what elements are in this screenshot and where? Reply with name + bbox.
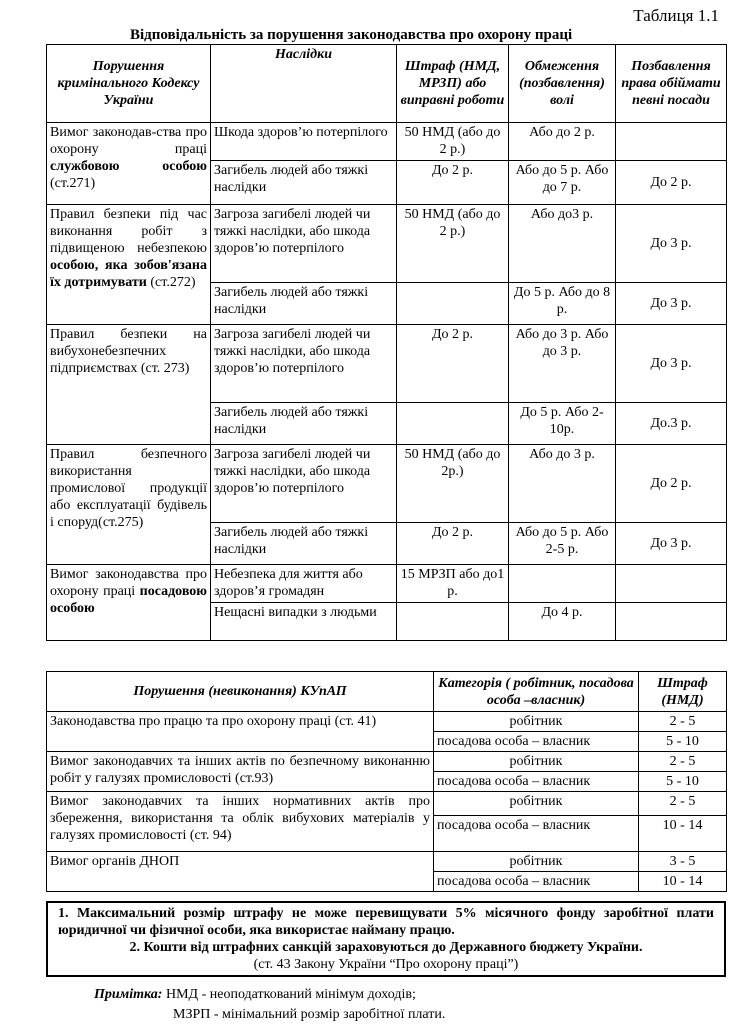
restriction-cell: Або до 5 р. Або 2-5 р.: [509, 523, 616, 565]
fine-cell: 50 НМД (або до 2 р.): [397, 123, 509, 161]
violation-cell: Вимог законодавчих та інших актів по безпечному виконанню робіт у галузях промисловості (ст.93): [47, 752, 434, 792]
table-row: [47, 325, 727, 403]
consequence-cell: Загроза загибелі людей чи тяжкі наслідки, або шкода здоров’ю потерпілого: [211, 325, 397, 403]
restriction-cell: До 5 р. Або до 8 р.: [509, 283, 616, 325]
fine-cell: 15 МРЗП або до1 р.: [397, 565, 509, 603]
table-row: [47, 445, 727, 523]
fine-cell: 5 - 10: [639, 772, 727, 792]
category-cell: посадова особа – власник: [434, 816, 639, 852]
header-cell: Позбавлення права обіймати певні посади: [616, 45, 727, 123]
header-cell: Обмеження (позбавлення) волі: [509, 45, 616, 123]
fine-cell: 3 - 5: [639, 852, 727, 872]
table-row: [47, 565, 727, 603]
table-row: [47, 205, 727, 283]
footnote-text: МЗРП - мінімальний розмір заробітної плати.: [173, 1007, 446, 1022]
violation-cell: Законодавства про працю та про охорону праці (ст. 41): [47, 712, 434, 752]
ban-cell: До.3 р.: [616, 403, 727, 445]
ban-cell: До 2 р.: [616, 161, 727, 205]
header-cell: Категорія ( робітник, посадова особа –власник): [434, 672, 639, 712]
fine-cell: 2 - 5: [639, 752, 727, 772]
note-paragraph: 1. Максимальний розмір штрафу не може перевищувати 5% місячного фонду заробітної плати юридичної чи фізичної особи, яка використає найману працю.: [58, 906, 714, 938]
ban-cell: До 2 р.: [616, 445, 727, 523]
restriction-cell: До 5 р. Або 2-10р.: [509, 403, 616, 445]
table-row: [47, 792, 727, 816]
fine-cell: 10 - 14: [639, 816, 727, 852]
table-title: Відповідальність за порушення законодавства про охорону праці: [130, 27, 573, 43]
consequence-cell: Загроза загибелі людей чи тяжкі наслідки, або шкода здоров’ю потерпілого: [211, 205, 397, 283]
category-cell: робітник: [434, 752, 639, 772]
header-cell: Порушення кримінального Кодексу України: [47, 45, 211, 123]
consequence-cell: Нещасні випадки з людьми: [211, 603, 397, 641]
restriction-cell: Або до 3 р.: [509, 445, 616, 523]
footnote-label: Примітка:: [94, 987, 163, 1002]
restriction-cell: Або до 3 р. Або до 3 р.: [509, 325, 616, 403]
fine-cell: 50 НМД (або до 2р.): [397, 445, 509, 523]
ban-cell: До 3 р.: [616, 283, 727, 325]
table-row: [47, 712, 727, 732]
ban-cell: [616, 565, 727, 603]
table-row: [47, 123, 727, 161]
ban-cell: До 3 р.: [616, 325, 727, 403]
admin-code-table: [46, 671, 727, 892]
consequence-cell: Загибель людей або тяжкі наслідки: [211, 523, 397, 565]
violation-article: (ст.271): [50, 176, 96, 191]
consequence-cell: Загроза загибелі людей чи тяжкі наслідки, або шкода здоров’ю потерпілого: [211, 445, 397, 523]
violation-cell: [47, 325, 211, 445]
restriction-cell: Або до3 р.: [509, 205, 616, 283]
fine-cell: 2 - 5: [639, 712, 727, 732]
header-cell: Наслідки: [211, 45, 397, 123]
table-number: Таблиця 1.1: [633, 6, 719, 25]
note-source: (ст. 43 Закону України “Про охорону праці”): [253, 957, 519, 972]
category-cell: робітник: [434, 792, 639, 816]
category-cell: робітник: [434, 712, 639, 732]
violation-cell: Вимог органів ДНОП: [47, 852, 434, 892]
table-header-row: [47, 672, 727, 712]
consequence-cell: Загибель людей або тяжкі наслідки: [211, 161, 397, 205]
fine-cell: [397, 283, 509, 325]
violation-text: Вимог законодавства про охорону праці: [50, 567, 207, 599]
fine-cell: 50 НМД (або до 2 р.): [397, 205, 509, 283]
note-paragraph: 2. Кошти від штрафних санкцій зараховуються до Державного бюджету України.: [129, 940, 643, 955]
fine-cell: 10 - 14: [639, 872, 727, 892]
violation-subject: службовою особою: [50, 159, 207, 174]
fine-cell: 5 - 10: [639, 732, 727, 752]
notes-box: [46, 901, 726, 977]
violation-cell: [47, 565, 211, 641]
fine-cell: До 2 р.: [397, 325, 509, 403]
ban-cell: До 3 р.: [616, 523, 727, 565]
violation-subject: особою, яка зобов'язана їх дотримувати: [50, 258, 207, 290]
header-cell: Порушення (невиконання) КУпАП: [47, 672, 434, 712]
violation-text: Правил безпечного використання промислової продукції або експлуатації будівель і споруд(ст.275): [50, 447, 207, 530]
fine-cell: До 2 р.: [397, 523, 509, 565]
category-cell: посадова особа – власник: [434, 872, 639, 892]
fine-cell: До 2 р.: [397, 161, 509, 205]
ban-cell: До 3 р.: [616, 205, 727, 283]
restriction-cell: Або до 5 р. Або до 7 р.: [509, 161, 616, 205]
restriction-cell: [509, 565, 616, 603]
consequence-cell: Небезпека для життя або здоров’я громадян: [211, 565, 397, 603]
consequence-cell: Загибель людей або тяжкі наслідки: [211, 283, 397, 325]
violation-cell: Вимог законодавчих та інших нормативних актів про збереження, використання та облік вибухових матеріалів у галузях промисловості (ст. 94): [47, 792, 434, 852]
consequence-cell: Шкода здоров’ю потерпілого: [211, 123, 397, 161]
violation-text: Правил безпеки під час виконання робіт з підвищеною небезпекою: [50, 207, 207, 256]
violation-text: Правил безпеки на вибухонебезпечних підприємствах (ст. 273): [50, 327, 207, 376]
category-cell: робітник: [434, 852, 639, 872]
footnote: [94, 985, 445, 1025]
violation-article: (ст.272): [150, 275, 196, 290]
footnote-text: НМД - неоподаткований мінімум доходів;: [165, 987, 416, 1002]
category-cell: посадова особа – власник: [434, 772, 639, 792]
header-cell: Штраф (НМД, МРЗП) або виправні роботи: [397, 45, 509, 123]
fine-cell: 2 - 5: [639, 792, 727, 816]
header-cell: Штраф (НМД): [639, 672, 727, 712]
table-row: [47, 852, 727, 872]
violation-cell: [47, 123, 211, 205]
restriction-cell: Або до 2 р.: [509, 123, 616, 161]
fine-cell: [397, 603, 509, 641]
consequence-cell: Загибель людей або тяжкі наслідки: [211, 403, 397, 445]
ban-cell: [616, 123, 727, 161]
violation-cell: [47, 205, 211, 325]
category-cell: посадова особа – власник: [434, 732, 639, 752]
ban-cell: [616, 603, 727, 641]
restriction-cell: До 4 р.: [509, 603, 616, 641]
violation-cell: [47, 445, 211, 565]
criminal-code-table: [46, 44, 727, 641]
violation-subject: посадовою особою: [50, 584, 207, 616]
table-header-row: [47, 45, 727, 123]
fine-cell: [397, 403, 509, 445]
table-row: [47, 752, 727, 772]
violation-text: Вимог законодав-ства про охорону праці: [50, 125, 207, 157]
